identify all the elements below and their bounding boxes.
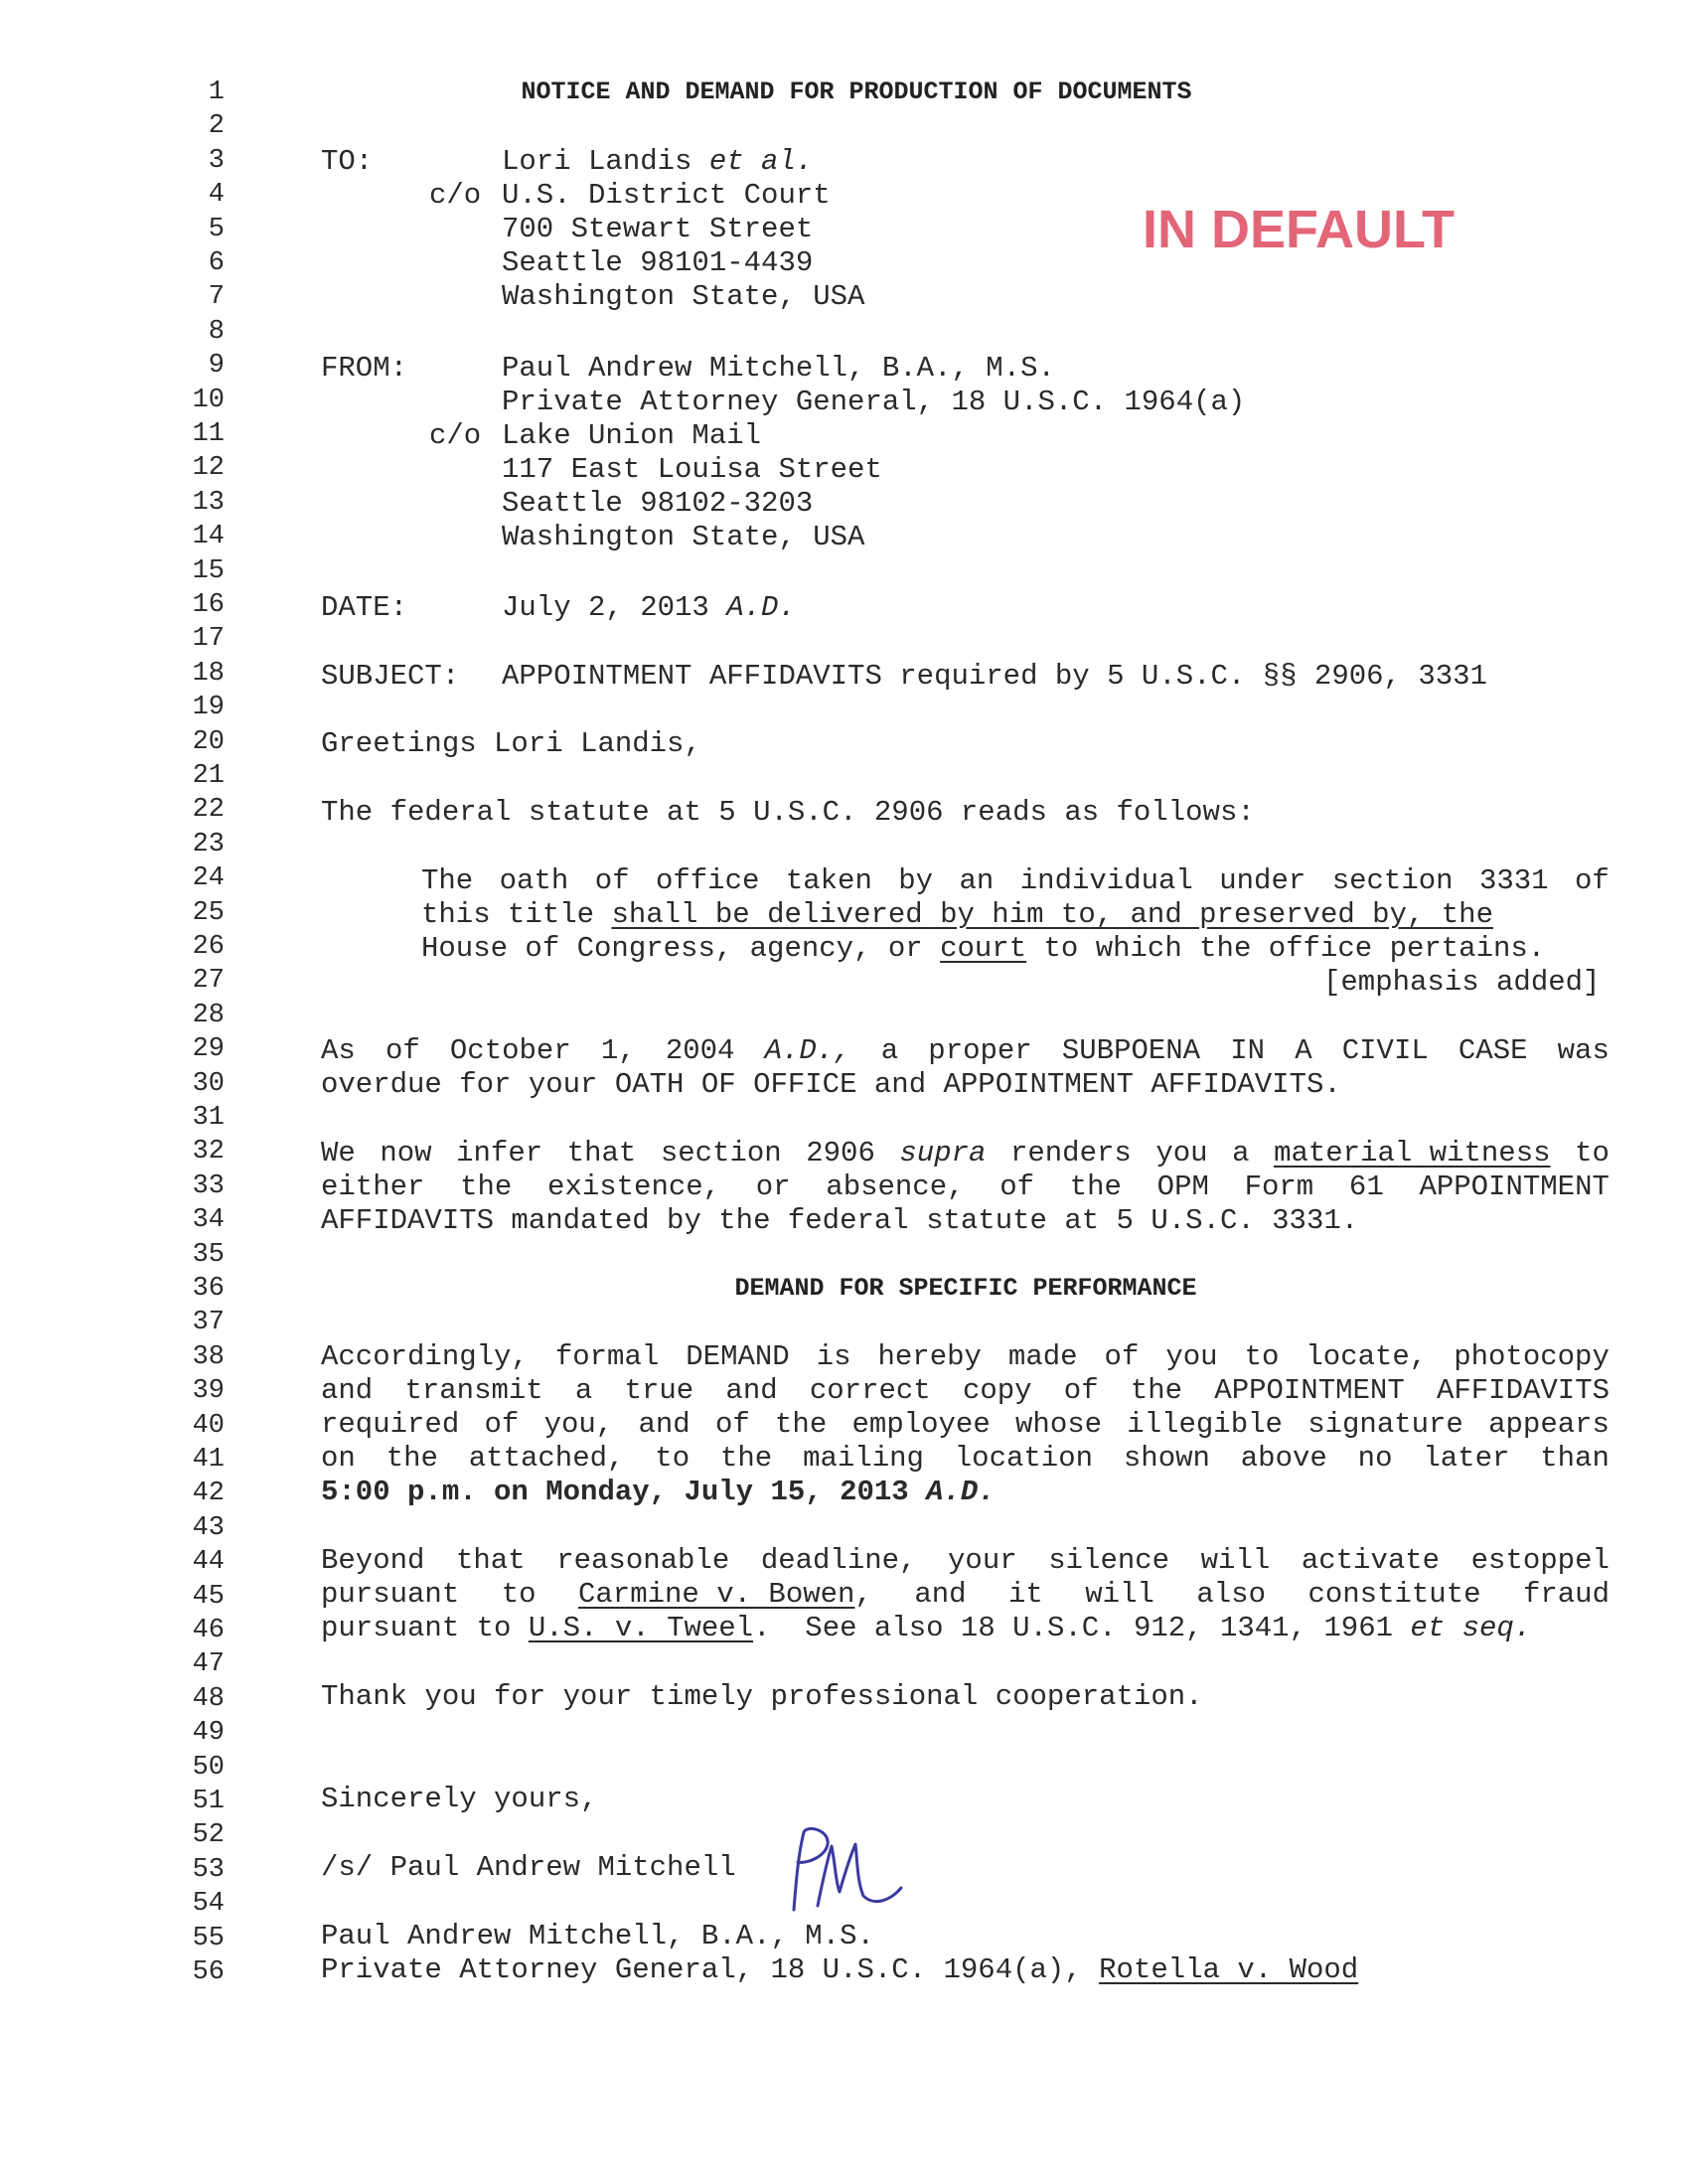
word: the — [1130, 1374, 1183, 1407]
word: true — [624, 1374, 694, 1407]
word: Carmine v. Bowen — [577, 1578, 855, 1611]
line-number: 15 — [192, 555, 225, 586]
word: proper — [928, 1034, 1032, 1067]
paragraph-line — [321, 1034, 1610, 1068]
word: infer — [456, 1137, 543, 1170]
word: than — [1540, 1442, 1610, 1475]
from-address-line: Seattle 98102-3203 — [502, 487, 814, 520]
word: reasonable — [556, 1544, 730, 1577]
line-number: 23 — [192, 829, 225, 859]
line-number: 52 — [192, 1820, 225, 1851]
line-number: 14 — [192, 522, 225, 552]
word: to — [1575, 1137, 1610, 1170]
word: , — [854, 1578, 872, 1611]
line-number: 3 — [208, 145, 225, 176]
word: will — [1200, 1544, 1271, 1577]
signature-line: /s/ Paul Andrew Mitchell — [321, 1851, 736, 1884]
word: absence, — [826, 1170, 965, 1203]
word: AFFIDAVITS — [1436, 1374, 1610, 1407]
to-address-line: U.S. District Court — [502, 179, 831, 212]
date-label: DATE: — [321, 591, 408, 624]
line-number: 18 — [192, 658, 225, 689]
line-number: 20 — [192, 726, 225, 757]
line-number: 4 — [208, 180, 225, 211]
to-address-line: 700 Stewart Street — [502, 213, 814, 245]
word: appears — [1488, 1408, 1610, 1441]
line-number: 35 — [192, 1239, 225, 1270]
to-address-line: Washington State, USA — [502, 280, 865, 313]
emphasis-note: [emphasis added] — [1323, 966, 1601, 999]
word: you, — [543, 1408, 614, 1441]
paragraph-line: AFFIDAVITS mandated by the federal statute at 5 U.S.C. 3331. — [321, 1204, 1359, 1237]
word: the — [460, 1170, 513, 1203]
paragraph-line — [321, 1170, 1610, 1204]
word: correct — [809, 1374, 931, 1407]
line-number: 31 — [192, 1103, 225, 1133]
word: section — [660, 1137, 782, 1170]
case-citation — [578, 1578, 872, 1612]
word: transmit — [404, 1374, 543, 1407]
word: is — [816, 1340, 851, 1373]
word: 2906 — [806, 1137, 875, 1170]
paragraph-line — [321, 1374, 1610, 1408]
line-number: 28 — [192, 1000, 225, 1030]
word: pursuant — [321, 1578, 460, 1611]
paragraph-line — [321, 1340, 1610, 1374]
word: and — [914, 1578, 967, 1611]
to-label: TO: — [321, 145, 374, 178]
word: formal — [554, 1340, 660, 1373]
word: As — [321, 1034, 356, 1067]
subject-label: SUBJECT: — [321, 660, 460, 693]
paragraph-line — [321, 1578, 1610, 1612]
word: SUBPOENA — [1061, 1034, 1201, 1067]
word: existence, — [547, 1170, 721, 1203]
word: of — [594, 864, 630, 897]
line-number: 53 — [192, 1854, 225, 1885]
line-number: 34 — [192, 1205, 225, 1236]
word: The — [421, 864, 474, 897]
word: mailing — [803, 1442, 924, 1475]
section-heading: DEMAND FOR SPECIFIC PERFORMANCE — [734, 1274, 1197, 1303]
from-address-line: Washington State, USA — [502, 521, 865, 553]
line-number: 7 — [208, 282, 225, 313]
word: CASE — [1458, 1034, 1528, 1067]
line-number: 48 — [192, 1683, 225, 1714]
word: estoppel — [1470, 1544, 1610, 1577]
word: to — [655, 1442, 691, 1475]
subject-value: APPOINTMENT AFFIDAVITS required by 5 U.S.C. §§ 2906, 3331 — [502, 660, 1487, 693]
line-number: 37 — [192, 1308, 225, 1338]
line-number: 13 — [192, 487, 225, 518]
word: either — [321, 1170, 425, 1203]
word: and — [638, 1408, 691, 1441]
line-number: 47 — [192, 1649, 225, 1680]
word: deadline, — [760, 1544, 917, 1577]
word: locate, — [1305, 1340, 1428, 1373]
line-number: 45 — [192, 1581, 225, 1612]
line-number: 29 — [192, 1034, 225, 1065]
word: silence — [1048, 1544, 1170, 1577]
line-number: 16 — [192, 590, 225, 620]
paragraph-line — [321, 1442, 1610, 1476]
line-number: 55 — [192, 1923, 225, 1953]
word: copy — [962, 1374, 1032, 1407]
signer-role: Private Attorney General, 18 U.S.C. 1964(a), Rotella v. Wood — [321, 1953, 1359, 1986]
word: on — [321, 1442, 356, 1475]
word: you — [1165, 1340, 1218, 1373]
word: an — [959, 864, 995, 897]
word: and — [725, 1374, 778, 1407]
quote-line — [421, 864, 1610, 898]
line-number: 26 — [192, 932, 225, 962]
word: constitute — [1307, 1578, 1481, 1611]
word: photocopy — [1454, 1340, 1610, 1373]
deadline: 5:00 p.m. on Monday, July 15, 2013 A.D. — [321, 1476, 996, 1508]
word: that — [456, 1544, 526, 1577]
word: the — [385, 1442, 438, 1475]
paragraph-line: pursuant to U.S. v. Tweel. See also 18 U.S.C. 912, 1341, 1961 et seq. — [321, 1612, 1532, 1644]
word: a — [880, 1034, 899, 1067]
line-number: 49 — [192, 1718, 225, 1749]
line-number: 41 — [192, 1445, 225, 1475]
document-title: NOTICE AND DEMAND FOR PRODUCTION OF DOCUMENTS — [521, 78, 1192, 106]
word: attached, — [468, 1442, 625, 1475]
word: to — [501, 1578, 537, 1611]
word: renders — [1009, 1137, 1132, 1170]
word: the — [1069, 1170, 1122, 1203]
word: of — [484, 1408, 520, 1441]
line-number: 1 — [208, 78, 225, 107]
word: it — [1008, 1578, 1043, 1611]
line-number: 39 — [192, 1376, 225, 1407]
word: shown — [1123, 1442, 1210, 1475]
word: IN — [1230, 1034, 1266, 1067]
line-number: 24 — [192, 863, 225, 894]
word: of — [999, 1170, 1035, 1203]
date-value: July 2, 2013 A.D. — [502, 591, 796, 624]
from-label: FROM: — [321, 352, 408, 385]
line-number: 2 — [208, 111, 225, 142]
line-number: 11 — [192, 419, 225, 449]
word: A — [1295, 1034, 1312, 1067]
word: APPOINTMENT — [1419, 1170, 1610, 1203]
line-number: 22 — [192, 795, 225, 826]
word: above — [1240, 1442, 1327, 1475]
to-care-of: c/o — [429, 179, 482, 212]
line-number: 9 — [208, 351, 225, 382]
word: A.D., — [764, 1034, 851, 1067]
paragraph-line: overdue for your OATH OF OFFICE and APPOINTMENT AFFIDAVITS. — [321, 1068, 1341, 1101]
word: or — [755, 1170, 791, 1203]
word: signature — [1307, 1408, 1463, 1441]
word: to — [1244, 1340, 1280, 1373]
line-number: 38 — [192, 1341, 225, 1372]
word: material witness — [1274, 1137, 1551, 1170]
word: supra — [899, 1137, 987, 1170]
from-address-line: 117 East Louisa Street — [502, 453, 882, 486]
signer-name: Paul Andrew Mitchell, B.A., M.S. — [321, 1920, 874, 1952]
word: individual — [1019, 864, 1193, 897]
word: now — [380, 1137, 432, 1170]
word: under — [1219, 864, 1306, 897]
paragraph-line — [321, 1137, 1610, 1170]
line-number: 19 — [192, 693, 225, 723]
line-number: 6 — [208, 248, 225, 278]
word: a — [574, 1374, 593, 1407]
word: no — [1357, 1442, 1393, 1475]
word: OPM — [1156, 1170, 1209, 1203]
to-name: Lori Landis et al. — [502, 145, 814, 178]
word: office — [655, 864, 760, 897]
line-number: 54 — [192, 1889, 225, 1920]
word: hereby — [877, 1340, 982, 1373]
word: that — [566, 1137, 637, 1170]
closing: Sincerely yours, — [321, 1783, 598, 1815]
word: 2004 — [665, 1034, 735, 1067]
word: of — [1104, 1340, 1140, 1373]
word: CIVIL — [1341, 1034, 1429, 1067]
word: APPOINTMENT — [1214, 1374, 1405, 1407]
word: will — [1085, 1578, 1154, 1611]
line-number: 10 — [192, 385, 225, 415]
word: of — [1063, 1374, 1099, 1407]
line-number: 36 — [192, 1274, 225, 1304]
intro-paragraph: The federal statute at 5 U.S.C. 2906 reads as follows: — [321, 796, 1255, 829]
line-number: 51 — [192, 1787, 225, 1816]
line-number: 25 — [192, 897, 225, 928]
word: illegible — [1127, 1408, 1283, 1441]
paragraph-line — [321, 1408, 1610, 1442]
line-number: 46 — [192, 1616, 225, 1645]
word: whose — [1015, 1408, 1103, 1441]
paragraph-line — [321, 1544, 1610, 1578]
line-number: 42 — [192, 1479, 225, 1509]
word: 3331 — [1478, 864, 1549, 897]
from-care-of: c/o — [429, 419, 482, 452]
line-number: 32 — [192, 1137, 225, 1168]
quote-line: House of Congress, agency, or court to which the office pertains. — [421, 932, 1546, 965]
line-number: 17 — [192, 624, 225, 655]
word: by — [898, 864, 934, 897]
word: DEMAND — [686, 1340, 790, 1373]
line-number: 50 — [192, 1752, 225, 1783]
word: fraud — [1522, 1578, 1610, 1611]
in-default-stamp: IN DEFAULT — [1143, 200, 1455, 259]
word: oath — [499, 864, 569, 897]
from-name: Paul Andrew Mitchell, B.A., M.S. — [502, 352, 1055, 385]
word: 61 — [1348, 1170, 1384, 1203]
word: made — [1007, 1340, 1078, 1373]
line-number: 40 — [192, 1410, 225, 1441]
line-number: 30 — [192, 1068, 225, 1099]
word: of — [1575, 864, 1610, 897]
word: you — [1155, 1137, 1208, 1170]
word: your — [948, 1544, 1017, 1577]
line-number: 43 — [192, 1512, 225, 1543]
word: the — [719, 1442, 773, 1475]
word: October — [449, 1034, 571, 1067]
line-number: 56 — [192, 1957, 225, 1987]
from-role: Private Attorney General, 18 U.S.C. 1964(a) — [502, 386, 1246, 418]
word: taken — [785, 864, 872, 897]
handwritten-signature-icon — [778, 1826, 917, 1914]
greeting: Greetings Lori Landis, — [321, 727, 701, 760]
word: section — [1331, 864, 1454, 897]
word: a — [1232, 1137, 1250, 1170]
word: Accordingly, — [321, 1340, 529, 1373]
word: was — [1557, 1034, 1610, 1067]
from-address-line: Lake Union Mail — [502, 419, 762, 452]
word: of — [384, 1034, 420, 1067]
line-number: 5 — [208, 214, 225, 244]
word: We — [321, 1137, 356, 1170]
line-number: 33 — [192, 1170, 225, 1201]
word: and — [321, 1374, 374, 1407]
line-number: 21 — [192, 761, 225, 791]
word: 1, — [600, 1034, 636, 1067]
word: the — [775, 1408, 828, 1441]
thanks-line: Thank you for your timely professional cooperation. — [321, 1680, 1203, 1713]
line-number: 8 — [208, 316, 225, 347]
word: later — [1423, 1442, 1510, 1475]
word: employee — [851, 1408, 991, 1441]
word: of — [714, 1408, 750, 1441]
line-number: 12 — [192, 453, 225, 484]
line-number: 27 — [192, 966, 225, 997]
word: also — [1196, 1578, 1266, 1611]
to-address-line: Seattle 98101-4439 — [502, 246, 814, 279]
word: activate — [1301, 1544, 1441, 1577]
word: required — [321, 1408, 460, 1441]
word: Form — [1244, 1170, 1314, 1203]
word: Beyond — [321, 1544, 425, 1577]
word: location — [954, 1442, 1094, 1475]
line-number: 44 — [192, 1547, 225, 1578]
quote-line: this title shall be delivered by him to, and preserved by, the — [421, 898, 1493, 931]
